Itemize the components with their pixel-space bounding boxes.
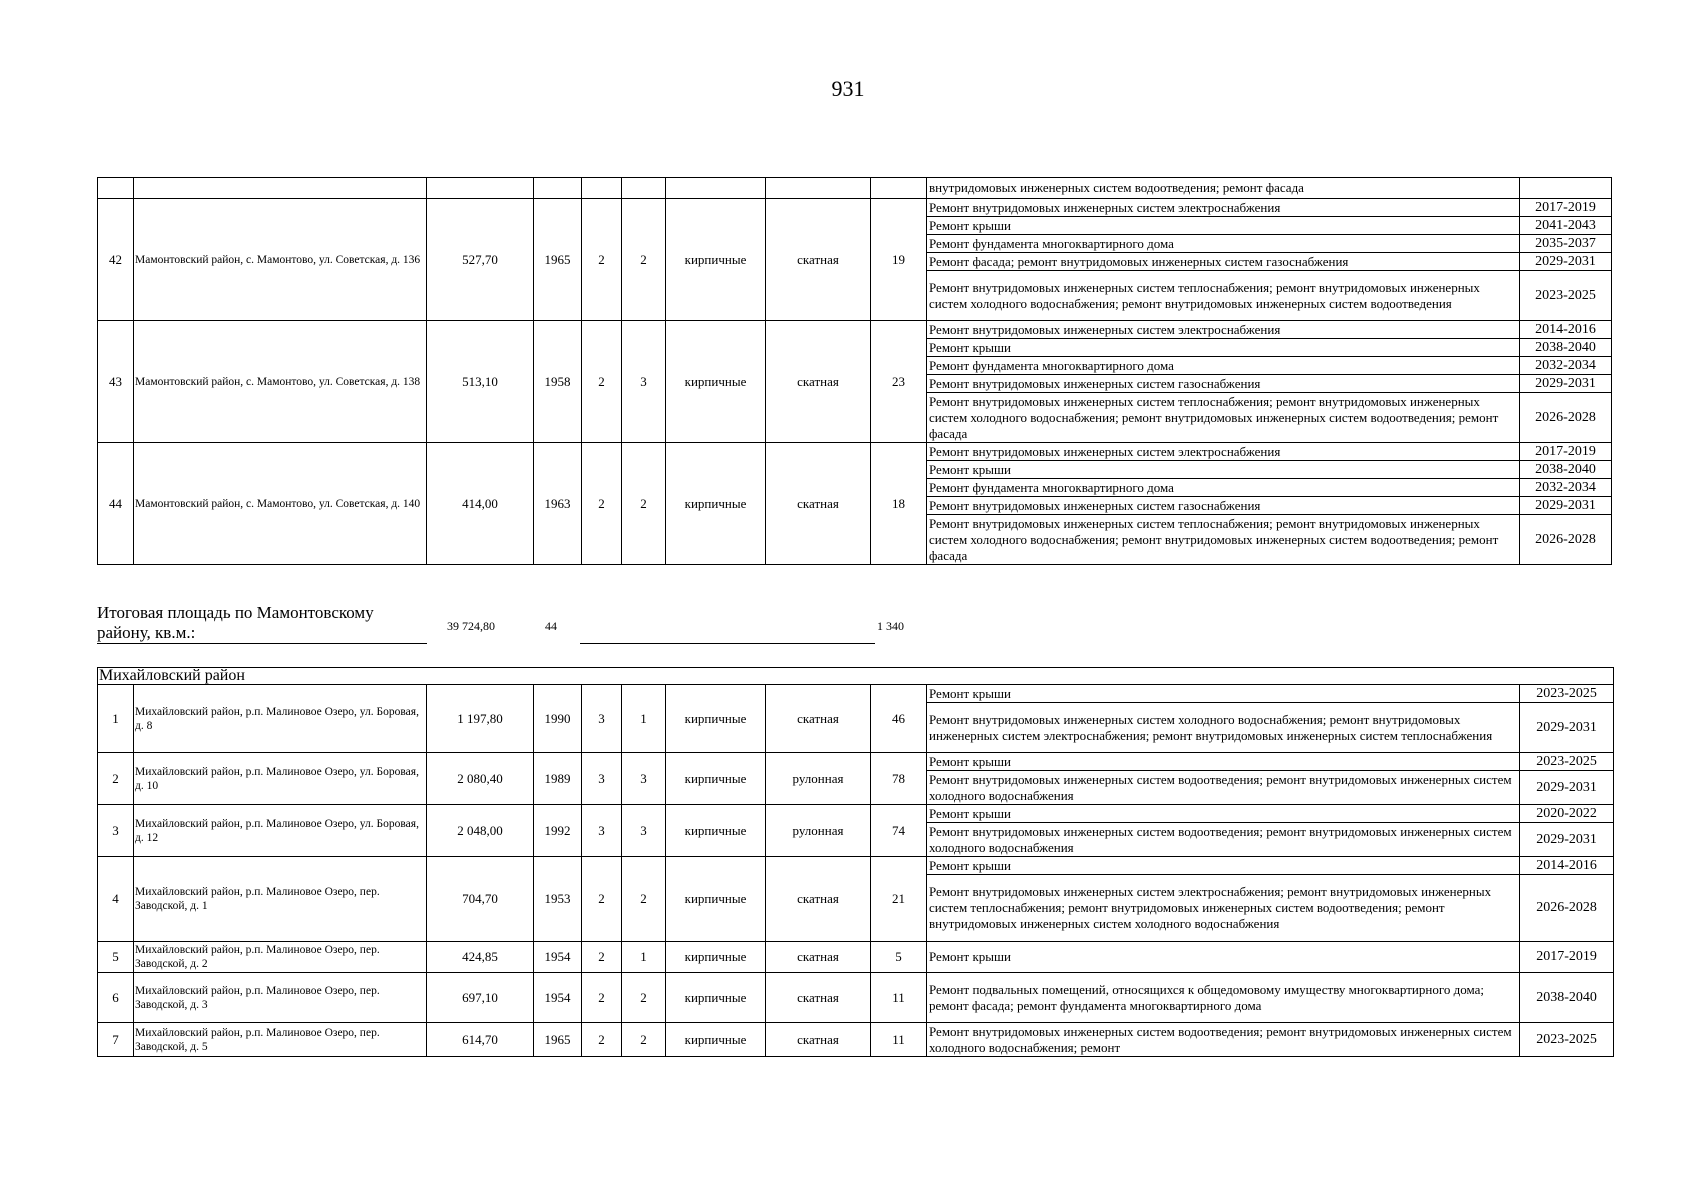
walls-cell: кирпичные [666,805,766,857]
row-number: 6 [98,973,134,1023]
work-period: 2038-2040 [1520,461,1612,479]
year-cell: 1990 [534,685,582,753]
roof-cell: скатная [766,443,871,565]
floors-cell: 2 [582,199,622,321]
floors-cell: 2 [582,942,622,973]
work-period: 2020-2022 [1520,805,1614,823]
floors-cell: 3 [582,685,622,753]
apartments-cell: 78 [871,753,927,805]
area-cell: 414,00 [427,443,534,565]
year-cell: 1965 [534,199,582,321]
year-cell: 1954 [534,942,582,973]
work-period: 2029-2031 [1520,703,1614,753]
entrances-cell: 2 [622,1023,666,1057]
work-period: 2023-2025 [1520,1023,1614,1057]
work-period: 2014-2016 [1520,857,1614,875]
entrances-cell: 3 [622,805,666,857]
work-period: 2026-2028 [1520,875,1614,942]
work-description: Ремонт внутридомовых инженерных систем газоснабжения [927,375,1520,393]
entrances-cell: 2 [622,973,666,1023]
summary-underline [580,643,875,644]
roof-cell: скатная [766,199,871,321]
work-description: Ремонт внутридомовых инженерных систем теплоснабжения; ремонт внутридомовых инженерных систем холодного водоснабжения; ремонт внутридомовых инженерных систем водоотведения [927,271,1520,321]
summary-total-area: 39 724,80 [447,619,495,633]
work-description: Ремонт внутридомовых инженерных систем электроснабжения [927,443,1520,461]
area-cell: 2 048,00 [427,805,534,857]
address-cell: Мамонтовский район, с. Мамонтово, ул. Советская, д. 138 [134,321,427,443]
work-period: 2029-2031 [1520,375,1612,393]
address-cell: Михайловский район, р.п. Малиновое Озеро, пер. Заводской, д. 2 [134,942,427,973]
area-cell: 697,10 [427,973,534,1023]
address-cell: Михайловский район, р.п. Малиновое Озеро, пер. Заводской, д. 5 [134,1023,427,1057]
work-description: Ремонт крыши [927,339,1520,357]
apartments-cell: 11 [871,973,927,1023]
work-description: Ремонт крыши [927,461,1520,479]
table-row [98,973,1614,1023]
entrances-cell: 1 [622,942,666,973]
year-cell: 1953 [534,857,582,942]
walls-cell: кирпичные [666,973,766,1023]
area-cell: 424,85 [427,942,534,973]
table-row [98,1023,1614,1057]
walls-cell: кирпичные [666,1023,766,1057]
work-description: Ремонт внутридомовых инженерных систем водоотведения; ремонт внутридомовых инженерных систем холодного водоснабжения [927,823,1520,857]
empty-cell [766,178,871,199]
area-cell: 513,10 [427,321,534,443]
table-row [98,805,1614,823]
work-description: Ремонт подвальных помещений, относящихся к общедомовому имуществу многоквартирного дома; ремонт фасада; ремонт фундамента многоквартирного дома [927,973,1520,1023]
empty-cell [427,178,534,199]
work-description: Ремонт крыши [927,942,1520,973]
table-row [98,753,1614,771]
area-cell: 614,70 [427,1023,534,1057]
floors-cell: 2 [582,443,622,565]
table-row [98,857,1614,875]
work-period [1520,178,1612,199]
table-row [98,443,1612,461]
work-period: 2023-2025 [1520,685,1614,703]
roof-cell: скатная [766,973,871,1023]
row-number: 42 [98,199,134,321]
table-row [98,199,1612,217]
work-period: 2041-2043 [1520,217,1612,235]
apartments-cell: 11 [871,1023,927,1057]
year-cell: 1954 [534,973,582,1023]
row-number: 43 [98,321,134,443]
work-period: 2017-2019 [1520,443,1612,461]
apartments-cell: 21 [871,857,927,942]
work-description: Ремонт крыши [927,217,1520,235]
mikhailovsky-table [97,667,1614,1057]
work-period: 2038-2040 [1520,973,1614,1023]
address-cell: Михайловский район, р.п. Малиновое Озеро, пер. Заводской, д. 1 [134,857,427,942]
row-number: 44 [98,443,134,565]
year-cell: 1958 [534,321,582,443]
mamontovo-summary [97,603,997,645]
work-description: Ремонт внутридомовых инженерных систем водоотведения; ремонт внутридомовых инженерных систем холодного водоснабжения [927,771,1520,805]
work-period: 2023-2025 [1520,753,1614,771]
work-description: Ремонт крыши [927,857,1520,875]
walls-cell: кирпичные [666,685,766,753]
empty-cell [582,178,622,199]
row-number: 5 [98,942,134,973]
row-number: 1 [98,685,134,753]
apartments-cell: 5 [871,942,927,973]
entrances-cell: 2 [622,857,666,942]
roof-cell: рулонная [766,753,871,805]
year-cell: 1992 [534,805,582,857]
roof-cell: рулонная [766,805,871,857]
area-cell: 704,70 [427,857,534,942]
entrances-cell: 3 [622,753,666,805]
work-description: Ремонт фундамента многоквартирного дома [927,479,1520,497]
year-cell: 1989 [534,753,582,805]
roof-cell: скатная [766,1023,871,1057]
floors-cell: 3 [582,753,622,805]
empty-cell [622,178,666,199]
row-number: 2 [98,753,134,805]
address-cell: Михайловский район, р.п. Малиновое Озеро, ул. Боровая, д. 10 [134,753,427,805]
empty-cell [666,178,766,199]
work-description: Ремонт крыши [927,685,1520,703]
area-cell: 1 197,80 [427,685,534,753]
table-row [98,942,1614,973]
work-description: Ремонт фундамента многоквартирного дома [927,357,1520,375]
empty-cell [134,178,427,199]
work-description: Ремонт крыши [927,753,1520,771]
work-period: 2029-2031 [1520,823,1614,857]
work-description: Ремонт внутридомовых инженерных систем теплоснабжения; ремонт внутридомовых инженерных систем холодного водоснабжения; ремонт внутридомовых инженерных систем водоотведения; ремонт фасада [927,393,1520,443]
address-cell: Михайловский район, р.п. Малиновое Озеро, пер. Заводской, д. 3 [134,973,427,1023]
walls-cell: кирпичные [666,753,766,805]
roof-cell: скатная [766,857,871,942]
year-cell: 1963 [534,443,582,565]
work-period: 2023-2025 [1520,271,1612,321]
work-description: Ремонт внутридомовых инженерных систем холодного водоснабжения; ремонт внутридомовых инженерных систем электроснабжения; ремонт внутридомовых инженерных систем теплоснабжения [927,703,1520,753]
address-cell: Михайловский район, р.п. Малиновое Озеро, ул. Боровая, д. 8 [134,685,427,753]
apartments-cell: 74 [871,805,927,857]
work-period: 2017-2019 [1520,199,1612,217]
work-description: Ремонт крыши [927,805,1520,823]
walls-cell: кирпичные [666,321,766,443]
address-cell: Мамонтовский район, с. Мамонтово, ул. Советская, д. 140 [134,443,427,565]
carryover-row [98,178,1612,199]
work-description: Ремонт фундамента многоквартирного дома [927,235,1520,253]
district-title: Михайловский район [98,668,1614,685]
apartments-cell: 19 [871,199,927,321]
work-period: 2035-2037 [1520,235,1612,253]
empty-cell [98,178,134,199]
year-cell: 1965 [534,1023,582,1057]
work-period: 2032-2034 [1520,357,1612,375]
table-row [98,321,1612,339]
summary-house-count: 44 [545,619,557,633]
floors-cell: 2 [582,973,622,1023]
area-cell: 2 080,40 [427,753,534,805]
roof-cell: скатная [766,685,871,753]
work-description: Ремонт внутридомовых инженерных систем электроснабжения [927,321,1520,339]
work-period: 2038-2040 [1520,339,1612,357]
work-description: Ремонт внутридомовых инженерных систем теплоснабжения; ремонт внутридомовых инженерных систем холодного водоснабжения; ремонт внутридомовых инженерных систем водоотведения; ремонт фасада [927,515,1520,565]
work-period: 2026-2028 [1520,515,1612,565]
apartments-cell: 46 [871,685,927,753]
work-period: 2029-2031 [1520,771,1614,805]
entrances-cell: 2 [622,199,666,321]
work-description: Ремонт фасада; ремонт внутридомовых инженерных систем газоснабжения [927,253,1520,271]
address-cell: Мамонтовский район, с. Мамонтово, ул. Советская, д. 136 [134,199,427,321]
floors-cell: 2 [582,1023,622,1057]
apartments-cell: 23 [871,321,927,443]
work-period: 2017-2019 [1520,942,1614,973]
walls-cell: кирпичные [666,857,766,942]
page-number: 931 [831,76,865,101]
walls-cell: кирпичные [666,942,766,973]
address-cell: Михайловский район, р.п. Малиновое Озеро, ул. Боровая, д. 12 [134,805,427,857]
entrances-cell: 1 [622,685,666,753]
row-number: 3 [98,805,134,857]
apartments-cell: 18 [871,443,927,565]
walls-cell: кирпичные [666,199,766,321]
empty-cell [871,178,927,199]
mamontovo-table [97,177,1612,565]
work-period: 2029-2031 [1520,253,1612,271]
work-description: Ремонт внутридомовых инженерных систем газоснабжения [927,497,1520,515]
work-period: 2026-2028 [1520,393,1612,443]
row-number: 4 [98,857,134,942]
row-number: 7 [98,1023,134,1057]
table-row [98,685,1614,703]
walls-cell: кирпичные [666,443,766,565]
summary-apartments: 1 340 [877,619,904,633]
work-period: 2029-2031 [1520,497,1612,515]
roof-cell: скатная [766,321,871,443]
floors-cell: 2 [582,321,622,443]
work-period: 2014-2016 [1520,321,1612,339]
entrances-cell: 2 [622,443,666,565]
summary-label: Итоговая площадь по Мамонтовскому району, кв.м.: [97,603,427,644]
entrances-cell: 3 [622,321,666,443]
work-description: внутридомовых инженерных систем водоотведения; ремонт фасада [927,178,1520,199]
floors-cell: 3 [582,805,622,857]
roof-cell: скатная [766,942,871,973]
work-period: 2032-2034 [1520,479,1612,497]
work-description: Ремонт внутридомовых инженерных систем электроснабжения; ремонт внутридомовых инженерных систем теплоснабжения; ремонт внутридомовых инженерных систем водоотведения; ремонт внутридомовых инженерных систем холодного водоснабжения [927,875,1520,942]
work-description: Ремонт внутридомовых инженерных систем электроснабжения [927,199,1520,217]
floors-cell: 2 [582,857,622,942]
work-description: Ремонт внутридомовых инженерных систем водоотведения; ремонт внутридомовых инженерных систем холодного водоснабжения; ремонт [927,1023,1520,1057]
area-cell: 527,70 [427,199,534,321]
empty-cell [534,178,582,199]
